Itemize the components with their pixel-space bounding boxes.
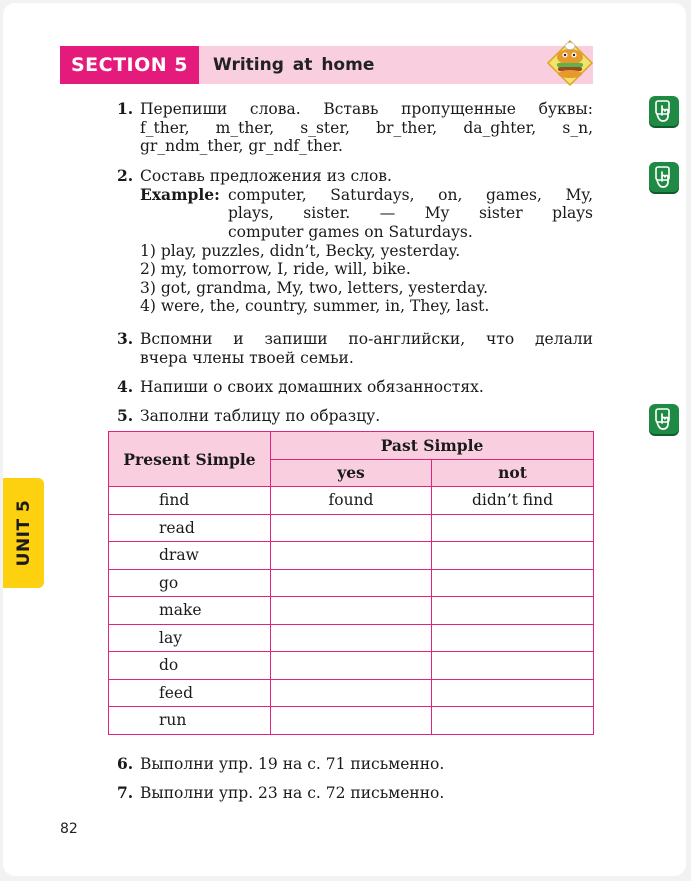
present-cell: go: [109, 569, 271, 597]
exercise-4: [117, 378, 593, 397]
exercise-2: [117, 167, 593, 316]
exercise-text: Напиши о своих домашних обязанностях.: [140, 378, 484, 396]
present-cell: lay: [109, 624, 271, 652]
header-not: not: [432, 459, 594, 487]
present-cell: draw: [109, 542, 271, 570]
past-not-cell[interactable]: [432, 542, 594, 570]
unit-label: UNIT 5: [13, 499, 34, 567]
past-yes-cell[interactable]: [271, 652, 432, 680]
unit-tab: [3, 478, 44, 588]
example-line: computer games on Saturdays.: [228, 222, 473, 241]
present-cell: make: [109, 597, 271, 625]
hand-pointer-icon[interactable]: [649, 162, 679, 192]
past-not-cell[interactable]: [432, 679, 594, 707]
exercise-text: Заполни таблицу по образцу.: [140, 407, 381, 425]
exercise-text: Выполни упр. 19 на с. 71 письменно.: [140, 755, 445, 773]
past-yes-cell[interactable]: [271, 597, 432, 625]
exercise-line: Перепиши слова. Вставь пропущенные буквы:: [140, 100, 593, 118]
past-yes-cell[interactable]: [271, 542, 432, 570]
past-yes-cell[interactable]: [271, 679, 432, 707]
list-item: 4) were, the, country, summer, in, They, last.: [140, 297, 490, 315]
exercise-number: 4.: [117, 377, 134, 396]
exercise-number: 1.: [117, 99, 134, 118]
past-yes-cell[interactable]: found: [271, 487, 432, 515]
exercise-line: gr_ndm_ther, gr_ndf_ther.: [140, 137, 343, 155]
table-row: [109, 542, 594, 570]
table-row: [109, 487, 594, 515]
exercise-5: [117, 407, 593, 426]
past-not-cell[interactable]: [432, 514, 594, 542]
past-not-cell[interactable]: [432, 652, 594, 680]
exercise-6: [117, 755, 593, 774]
past-yes-cell[interactable]: [271, 514, 432, 542]
present-cell: run: [109, 707, 271, 735]
example-line: plays, sister. — My sister plays: [228, 204, 593, 222]
past-not-cell[interactable]: [432, 707, 594, 735]
exercise-number: 5.: [117, 406, 134, 425]
section-header: [60, 46, 593, 84]
present-cell: find: [109, 487, 271, 515]
present-cell: feed: [109, 679, 271, 707]
header-yes: yes: [271, 459, 432, 487]
table-row: [109, 569, 594, 597]
hand-pointer-icon[interactable]: [649, 96, 679, 126]
exercise-line: Вспомни и запиши по-английски, что делали: [140, 330, 593, 348]
exercise-number: 2.: [117, 166, 134, 185]
exercise-line: вчера члены твоей семьи.: [140, 348, 354, 367]
page-number: 82: [60, 821, 78, 837]
exercise-3: [117, 330, 593, 367]
list-item: 2) my, tomorrow, I, ride, will, bike.: [140, 260, 411, 278]
table-row: [109, 652, 594, 680]
header-present-simple: Present Simple: [109, 432, 271, 487]
header-past-simple: Past Simple: [271, 432, 594, 460]
exercise-text: Составь предложения из слов.: [140, 167, 392, 185]
present-cell: do: [109, 652, 271, 680]
table-row: [109, 597, 594, 625]
past-not-cell[interactable]: [432, 569, 594, 597]
burger-mascot-icon: [544, 37, 596, 89]
exercise-line: f_ther, m_ther, s_ster, br_ther, da_ghter, s_n,: [140, 118, 593, 137]
present-cell: read: [109, 514, 271, 542]
past-yes-cell[interactable]: [271, 624, 432, 652]
example-label: Example:: [140, 184, 220, 204]
table-row: [109, 514, 594, 542]
exercise-number: 3.: [117, 329, 134, 348]
list-item: 3) got, grandma, My, two, letters, yesterday.: [140, 278, 489, 297]
exercise-7: [117, 784, 593, 803]
example-block: [140, 186, 593, 242]
exercise-number: 6.: [117, 754, 134, 773]
section-title: Writing at home: [213, 55, 375, 75]
hand-pointer-icon[interactable]: [649, 404, 679, 434]
past-not-cell[interactable]: [432, 597, 594, 625]
exercise-number: 7.: [117, 783, 134, 802]
section-label: SECTION 5: [60, 46, 199, 84]
past-not-cell[interactable]: didn’t find: [432, 487, 594, 515]
list-item: 1) play, puzzles, didn’t, Becky, yesterday.: [140, 241, 461, 260]
past-yes-cell[interactable]: [271, 707, 432, 735]
table-row: [109, 707, 594, 735]
past-yes-cell[interactable]: [271, 569, 432, 597]
table-row: [109, 679, 594, 707]
table-row: [109, 624, 594, 652]
verb-table: [108, 431, 594, 735]
exercise-text: Выполни упр. 23 на с. 72 письменно.: [140, 784, 445, 802]
past-not-cell[interactable]: [432, 624, 594, 652]
example-line: computer, Saturdays, on, games, My,: [228, 185, 593, 204]
exercise-1: [117, 100, 593, 156]
